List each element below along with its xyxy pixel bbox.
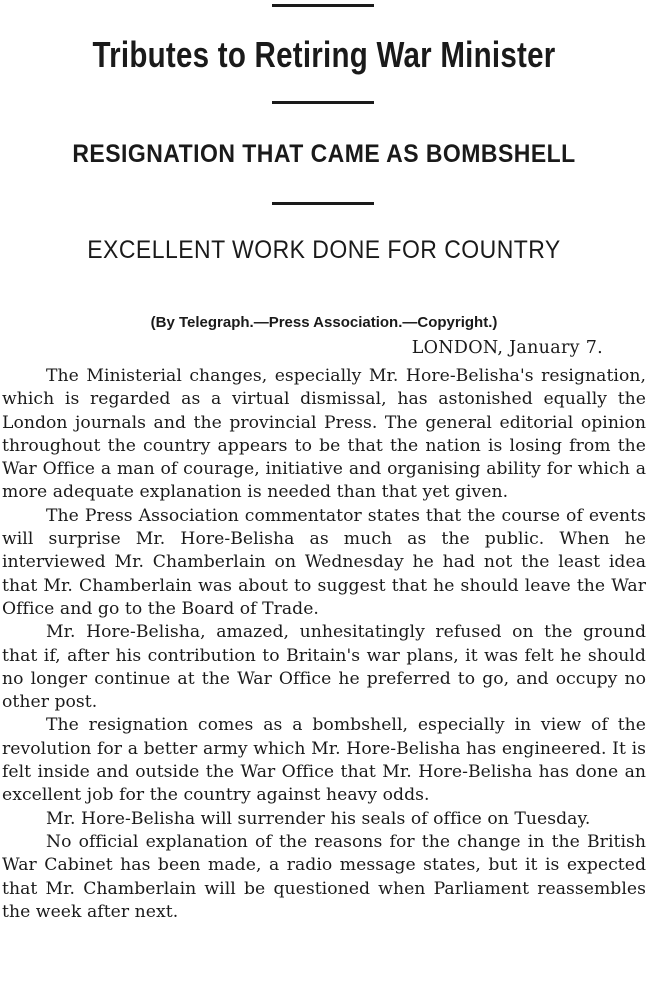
divider-rule-2 [272, 202, 374, 205]
subheadline-1: RESIGNATION THAT CAME AS BOMBSHELL [72, 140, 576, 168]
headline: Tributes to Retiring War Minister [92, 34, 556, 75]
paragraph: The resignation comes as a bombshell, especially in view of the revolution for a better army which Mr. Hore-Belisha has engineered. It is felt inside and outside the War Office that Mr. Hore-Belisha has done an excellent job for the country against heavy odds. [2, 715, 646, 806]
subheadline-2: EXCELLENT WORK DONE FOR COUNTRY [87, 236, 561, 264]
article-body [2, 365, 646, 924]
byline: (By Telegraph.—Press Association.—Copyright.) [150, 314, 498, 331]
paragraph: The Ministerial changes, especially Mr. Hore-Belisha's resignation, which is regarded as a virtual dismissal, has astonished equally the London journals and the provincial Press. The general editorial opinion throughout the country appears to be that the nation is losing from the War Office a man of courage, initiative and organising ability for which a more adequate explanation is needed than that yet given. [2, 366, 646, 503]
dateline: LONDON, January 7. [411, 338, 603, 358]
paragraph: The Press Association commentator states that the course of events will surprise Mr. Hore-Belisha as much as the public. When he interviewed Mr. Chamberlain on Wednesday he had not the least idea that Mr. Chamberlain was about to suggest that he should leave the War Office and go to the Board of Trade. [2, 505, 646, 619]
divider-rule-1 [272, 101, 374, 104]
paragraph: Mr. Hore-Belisha will surrender his seals of office on Tuesday. [46, 808, 591, 829]
paragraph: Mr. Hore-Belisha, amazed, unhesitatingly refused on the ground that if, after his contribution to Britain's war plans, it was felt he should no longer continue at the War Office he preferred to go, and occupy no other post. [2, 622, 646, 713]
top-rule [272, 4, 374, 7]
paragraph: No official explanation of the reasons for the change in the British War Cabinet has been made, a radio message states, but it is expected that Mr. Chamberlain will be questioned when Parliament reassembles the week after next. [2, 831, 646, 922]
